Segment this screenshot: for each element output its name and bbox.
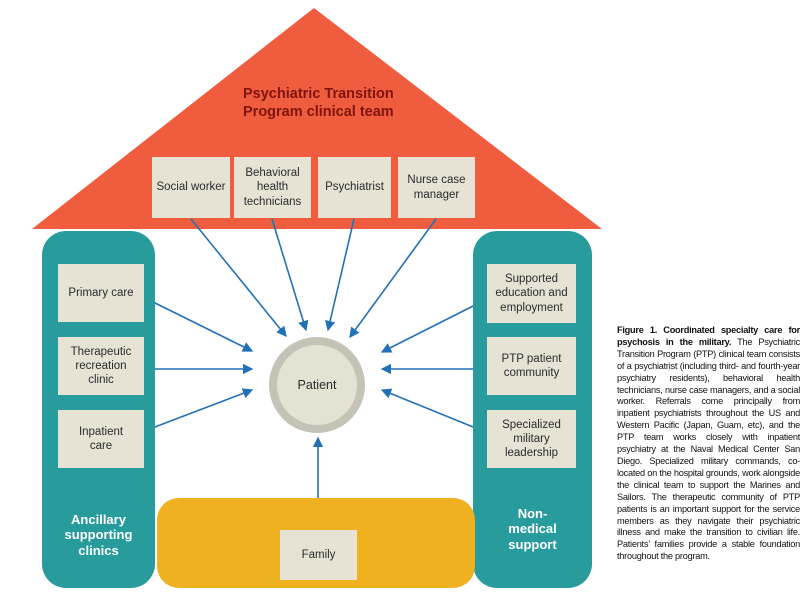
- arrow-social-worker-to-patient: [191, 219, 286, 336]
- roof-box-psychiatrist: [318, 157, 391, 218]
- arrow-psychiatrist-to-patient: [328, 219, 354, 330]
- roof-box-nurse-case-manager: [398, 157, 475, 218]
- arrow-primary-care-to-patient: [147, 299, 252, 351]
- pillar-box-primary-care: [58, 264, 144, 322]
- arrow-supported-education-to-patient: [382, 301, 483, 352]
- arrow-behavioral-health-to-patient: [272, 219, 306, 330]
- pillar-box-therapeutic-recreation-clinic: [58, 337, 144, 395]
- pillar-box-label: Inpatient care: [78, 425, 124, 452]
- pillar-box-label: Primary care: [68, 286, 134, 299]
- arrow-inpatient-care-to-patient: [147, 390, 252, 430]
- roof-title: Psychiatric Transition Program clinical team: [243, 86, 394, 120]
- pillar-box-ptp-patient-community: [487, 337, 576, 395]
- patient-circle: [269, 337, 365, 433]
- left-pillar-label-text: Ancillary supporting clinics: [64, 512, 133, 558]
- roof-box-label: Social worker: [156, 181, 226, 194]
- pillar-box-label: Specialized military leadership: [502, 418, 561, 459]
- pillar-box-label: PTP patient community: [501, 352, 562, 379]
- pillar-box-label: Therapeutic recreation clinic: [70, 345, 132, 386]
- patient-label: Patient: [297, 378, 337, 392]
- roof-box-behavioral-health-technicians: [234, 157, 311, 218]
- pillar-box-inpatient-care: [58, 410, 144, 468]
- roof-box-social-worker: [152, 157, 230, 218]
- figure-caption-lead: Figure 1. Coordinated specialty care for psychosis in the military.: [617, 325, 800, 347]
- foundation-box-family: [280, 530, 357, 580]
- right-pillar-label-text: Non-medical support: [508, 506, 557, 552]
- arrow-nurse-case-manager-to-patient: [350, 219, 436, 337]
- pillar-box-specialized-military-leadership: [487, 410, 576, 468]
- left-pillar-label: [42, 512, 155, 558]
- figure-caption: [617, 325, 800, 563]
- arrow-specialized-military-to-patient: [382, 390, 483, 431]
- right-pillar-label: [473, 506, 592, 552]
- pillar-box-supported-education-employment: [487, 264, 576, 323]
- pillar-box-label: Supported education and employment: [495, 273, 568, 314]
- roof-box-label: Nurse case manager: [407, 174, 466, 201]
- foundation-box-label: Family: [301, 548, 336, 561]
- figure-caption-body: The Psychiatric Transition Program (PTP) clinical team consists of a psychiatrist (including third- and fourth-year psychiatry residents), behavioral health technicians, nurse case managers, and a social worker. Referrals come principally from inpatient psychiatrists throughout the US and Western Pacific (Japan, Guam, etc), and the PTP team works closely with inpatient psychiatry at the Naval Medical Center San Diego. Specialized military commands, co-located on the hospital grounds, work alongside the clinical team to support the Marines and Sailors. The therapeutic community of PTP patients is an important support for the service members as they navigate their psychiatric illness and make the transition to civilian life. Patients’ families provide a stable foundation throughout the program.: [617, 336, 800, 562]
- roof-box-label: Behavioral health technicians: [243, 167, 302, 208]
- roof-box-label: Psychiatrist: [325, 181, 384, 194]
